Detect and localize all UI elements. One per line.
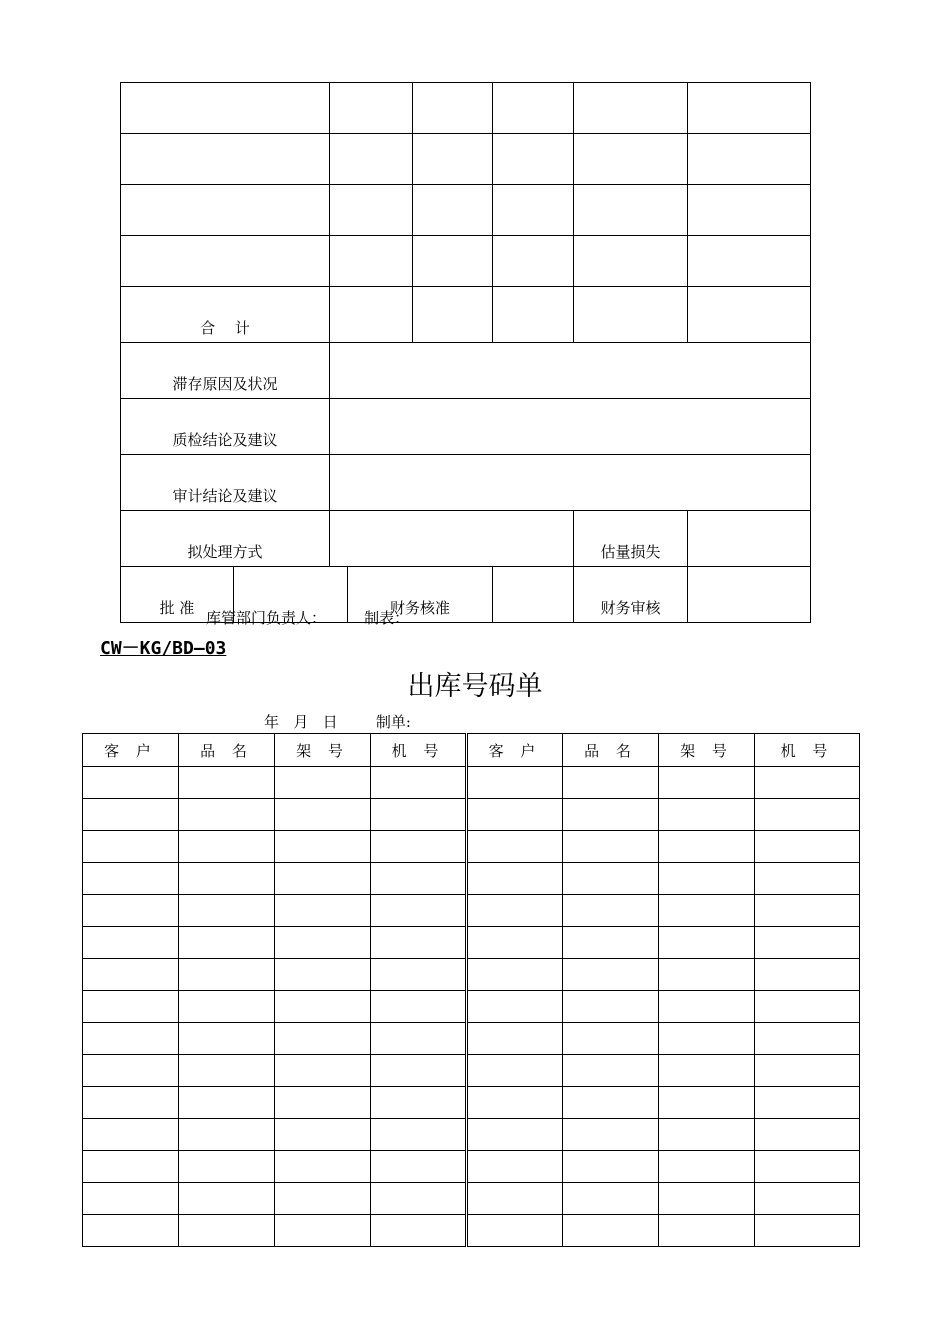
form-cell[interactable]: [121, 185, 330, 236]
table-row: [83, 1023, 860, 1055]
table-cell[interactable]: [179, 799, 275, 831]
table-cell[interactable]: [179, 991, 275, 1023]
table-cell[interactable]: [755, 1023, 860, 1055]
reason-field[interactable]: [330, 343, 811, 399]
header-shelf-number: 架 号: [659, 734, 755, 767]
table-cell[interactable]: [659, 767, 755, 799]
table-cell[interactable]: [275, 1183, 371, 1215]
table-cell[interactable]: [563, 991, 659, 1023]
audit-row: [121, 455, 811, 511]
table-cell[interactable]: [755, 767, 860, 799]
table-cell[interactable]: [563, 1023, 659, 1055]
table-cell[interactable]: [467, 1215, 563, 1247]
form-cell[interactable]: [574, 134, 688, 185]
table-cell[interactable]: [659, 927, 755, 959]
table-cell[interactable]: [659, 1183, 755, 1215]
table-cell[interactable]: [371, 1119, 467, 1151]
form-row: [121, 134, 811, 185]
table-cell[interactable]: [83, 959, 179, 991]
table-cell[interactable]: [179, 895, 275, 927]
table-cell[interactable]: [275, 895, 371, 927]
form-cell[interactable]: [413, 287, 493, 343]
form-cell[interactable]: [493, 83, 574, 134]
table-cell[interactable]: [83, 831, 179, 863]
table-cell[interactable]: [467, 991, 563, 1023]
table-cell[interactable]: [563, 863, 659, 895]
table-cell[interactable]: [467, 959, 563, 991]
table-cell[interactable]: [371, 1055, 467, 1087]
table-cell[interactable]: [755, 1215, 860, 1247]
form-cell[interactable]: [330, 134, 413, 185]
form-cell[interactable]: [121, 83, 330, 134]
table-cell[interactable]: [83, 927, 179, 959]
table-cell[interactable]: [659, 799, 755, 831]
table-cell[interactable]: [755, 1151, 860, 1183]
table-cell[interactable]: [467, 927, 563, 959]
table-cell[interactable]: [467, 895, 563, 927]
table-cell[interactable]: [755, 831, 860, 863]
loss-field[interactable]: [688, 511, 811, 567]
table-cell[interactable]: [275, 991, 371, 1023]
form-cell[interactable]: [493, 236, 574, 287]
reason-row: [121, 343, 811, 399]
form-row: [121, 185, 811, 236]
table-header-row: [83, 734, 860, 767]
table-cell[interactable]: [563, 1215, 659, 1247]
finance-check-field[interactable]: [493, 567, 574, 623]
table-cell[interactable]: [563, 799, 659, 831]
date-line: [264, 711, 411, 732]
form-cell[interactable]: [574, 83, 688, 134]
table-row: [83, 863, 860, 895]
table-row: [83, 1183, 860, 1215]
form-cell[interactable]: [413, 83, 493, 134]
table-cell[interactable]: [371, 767, 467, 799]
form-row: [121, 236, 811, 287]
form-cell[interactable]: [330, 83, 413, 134]
form-cell[interactable]: [688, 185, 811, 236]
method-row: [121, 511, 811, 567]
form-cell[interactable]: [413, 185, 493, 236]
form-cell[interactable]: [688, 83, 811, 134]
form-cell[interactable]: [413, 134, 493, 185]
header-machine-number: 机 号: [371, 734, 467, 767]
reason-label: 滞存原因及状况: [121, 343, 330, 399]
table-cell[interactable]: [275, 799, 371, 831]
table-cell[interactable]: [659, 1151, 755, 1183]
total-row: [121, 287, 811, 343]
total-label: 合 计: [121, 287, 330, 343]
table-cell[interactable]: [371, 1087, 467, 1119]
table-cell[interactable]: [755, 1055, 860, 1087]
table-cell[interactable]: [179, 927, 275, 959]
table-cell[interactable]: [563, 927, 659, 959]
table-cell[interactable]: [467, 799, 563, 831]
audit-field[interactable]: [330, 455, 811, 511]
maker-label: 制表：: [364, 609, 410, 627]
table-cell[interactable]: [659, 1055, 755, 1087]
manager-label: 库管部门负责人：: [206, 609, 327, 627]
table-cell[interactable]: [563, 1183, 659, 1215]
form-cell[interactable]: [121, 134, 330, 185]
table-cell[interactable]: [179, 1215, 275, 1247]
table-cell[interactable]: [371, 831, 467, 863]
quality-row: [121, 399, 811, 455]
form-cell[interactable]: [688, 287, 811, 343]
table-cell[interactable]: [179, 1183, 275, 1215]
table-cell[interactable]: [83, 767, 179, 799]
table-cell[interactable]: [371, 1151, 467, 1183]
form-cell[interactable]: [413, 236, 493, 287]
page-title: 出库号码单: [407, 671, 543, 702]
table-cell[interactable]: [467, 767, 563, 799]
table-cell[interactable]: [371, 991, 467, 1023]
table-cell[interactable]: [83, 1215, 179, 1247]
table-cell[interactable]: [659, 991, 755, 1023]
table-cell[interactable]: [371, 895, 467, 927]
table-cell[interactable]: [371, 1215, 467, 1247]
table-cell[interactable]: [83, 991, 179, 1023]
form-cell[interactable]: [493, 287, 574, 343]
form-footer: [206, 607, 409, 628]
table-cell[interactable]: [563, 831, 659, 863]
approve-label: 批 准: [121, 567, 234, 623]
document-code: CW－KG/BD—03: [100, 638, 227, 659]
table-cell[interactable]: [275, 1023, 371, 1055]
table-cell[interactable]: [659, 959, 755, 991]
table-cell[interactable]: [755, 927, 860, 959]
table-cell[interactable]: [179, 863, 275, 895]
table-cell[interactable]: [275, 1055, 371, 1087]
table-cell[interactable]: [275, 1119, 371, 1151]
table-cell[interactable]: [83, 895, 179, 927]
table-cell[interactable]: [467, 863, 563, 895]
table-cell[interactable]: [275, 863, 371, 895]
table-cell[interactable]: [755, 1119, 860, 1151]
table-cell[interactable]: [659, 1023, 755, 1055]
table-cell[interactable]: [275, 831, 371, 863]
table-cell[interactable]: [659, 1087, 755, 1119]
table-cell[interactable]: [659, 863, 755, 895]
table-row: [83, 1215, 860, 1247]
table-row: [83, 991, 860, 1023]
table-cell[interactable]: [755, 895, 860, 927]
table-cell[interactable]: [659, 1215, 755, 1247]
maker-label: 制单:: [375, 713, 411, 731]
table-cell[interactable]: [179, 959, 275, 991]
header-product-name: 品 名: [563, 734, 659, 767]
table-cell[interactable]: [755, 991, 860, 1023]
table-cell[interactable]: [275, 1087, 371, 1119]
method-label: 拟处理方式: [121, 511, 330, 567]
table-cell[interactable]: [755, 1087, 860, 1119]
table-cell[interactable]: [83, 1151, 179, 1183]
finance-check-label: 财务核准: [348, 567, 493, 623]
form-cell[interactable]: [688, 236, 811, 287]
table-cell[interactable]: [179, 1087, 275, 1119]
form-cell[interactable]: [121, 236, 330, 287]
outbound-number-table: [82, 733, 860, 1247]
table-cell[interactable]: [179, 1023, 275, 1055]
table-cell[interactable]: [659, 831, 755, 863]
table-cell[interactable]: [179, 1055, 275, 1087]
table-cell[interactable]: [275, 1151, 371, 1183]
finance-review-label: 财务审核: [574, 567, 688, 623]
table-cell[interactable]: [467, 1119, 563, 1151]
year-label: 年: [264, 713, 280, 731]
table-cell[interactable]: [179, 767, 275, 799]
table-cell[interactable]: [563, 1087, 659, 1119]
table-cell[interactable]: [755, 1183, 860, 1215]
table-cell[interactable]: [83, 1183, 179, 1215]
table-cell[interactable]: [371, 1023, 467, 1055]
quality-field[interactable]: [330, 399, 811, 455]
form-cell[interactable]: [493, 134, 574, 185]
table-cell[interactable]: [83, 799, 179, 831]
method-field[interactable]: [330, 511, 574, 567]
form-cell[interactable]: [330, 236, 413, 287]
form-cell[interactable]: [493, 185, 574, 236]
table-cell[interactable]: [83, 1023, 179, 1055]
table-cell[interactable]: [275, 767, 371, 799]
table-cell[interactable]: [371, 927, 467, 959]
quality-label: 质检结论及建议: [121, 399, 330, 455]
table-cell[interactable]: [467, 1183, 563, 1215]
table-cell[interactable]: [371, 799, 467, 831]
table-cell[interactable]: [83, 863, 179, 895]
table-cell[interactable]: [659, 895, 755, 927]
header-product-name: 品 名: [179, 734, 275, 767]
table-cell[interactable]: [275, 1215, 371, 1247]
table-row: [83, 927, 860, 959]
table-cell[interactable]: [563, 959, 659, 991]
header-customer: 客 户: [83, 734, 179, 767]
form-cell[interactable]: [330, 185, 413, 236]
day-label: 日: [322, 713, 338, 731]
table-cell[interactable]: [275, 927, 371, 959]
finance-review-field[interactable]: [688, 567, 811, 623]
table-row: [83, 1119, 860, 1151]
loss-label: 估量损失: [574, 511, 688, 567]
inventory-form-table: [120, 82, 811, 623]
table-row: [83, 799, 860, 831]
form-cell[interactable]: [330, 287, 413, 343]
table-cell[interactable]: [83, 1087, 179, 1119]
table-cell[interactable]: [467, 1055, 563, 1087]
table-cell[interactable]: [179, 1119, 275, 1151]
table-cell[interactable]: [563, 1055, 659, 1087]
table-cell[interactable]: [467, 1087, 563, 1119]
table-cell[interactable]: [83, 1055, 179, 1087]
table-row: [83, 895, 860, 927]
table-cell[interactable]: [371, 863, 467, 895]
table-cell[interactable]: [755, 863, 860, 895]
form-cell[interactable]: [574, 287, 688, 343]
table-row: [83, 1055, 860, 1087]
table-cell[interactable]: [83, 1119, 179, 1151]
table-row: [83, 767, 860, 799]
table-cell[interactable]: [659, 1119, 755, 1151]
table-cell[interactable]: [467, 1151, 563, 1183]
table-row: [83, 1087, 860, 1119]
table-cell[interactable]: [563, 767, 659, 799]
table-row: [83, 959, 860, 991]
table-cell[interactable]: [371, 959, 467, 991]
table-cell[interactable]: [467, 831, 563, 863]
table-cell[interactable]: [179, 1151, 275, 1183]
month-label: 月: [293, 713, 309, 731]
table-cell[interactable]: [563, 1119, 659, 1151]
table-cell[interactable]: [179, 831, 275, 863]
table-cell[interactable]: [563, 895, 659, 927]
table-cell[interactable]: [275, 959, 371, 991]
table-row: [83, 1151, 860, 1183]
header-machine-number: 机 号: [755, 734, 860, 767]
table-cell[interactable]: [755, 799, 860, 831]
table-cell[interactable]: [371, 1183, 467, 1215]
table-cell[interactable]: [467, 1023, 563, 1055]
table-cell[interactable]: [563, 1151, 659, 1183]
table-cell[interactable]: [755, 959, 860, 991]
table-row: [83, 831, 860, 863]
form-cell[interactable]: [688, 134, 811, 185]
form-row: [121, 83, 811, 134]
table-body: [83, 767, 860, 1247]
header-shelf-number: 架 号: [275, 734, 371, 767]
form-cell[interactable]: [574, 236, 688, 287]
header-customer: 客 户: [467, 734, 563, 767]
form-cell[interactable]: [574, 185, 688, 236]
audit-label: 审计结论及建议: [121, 455, 330, 511]
